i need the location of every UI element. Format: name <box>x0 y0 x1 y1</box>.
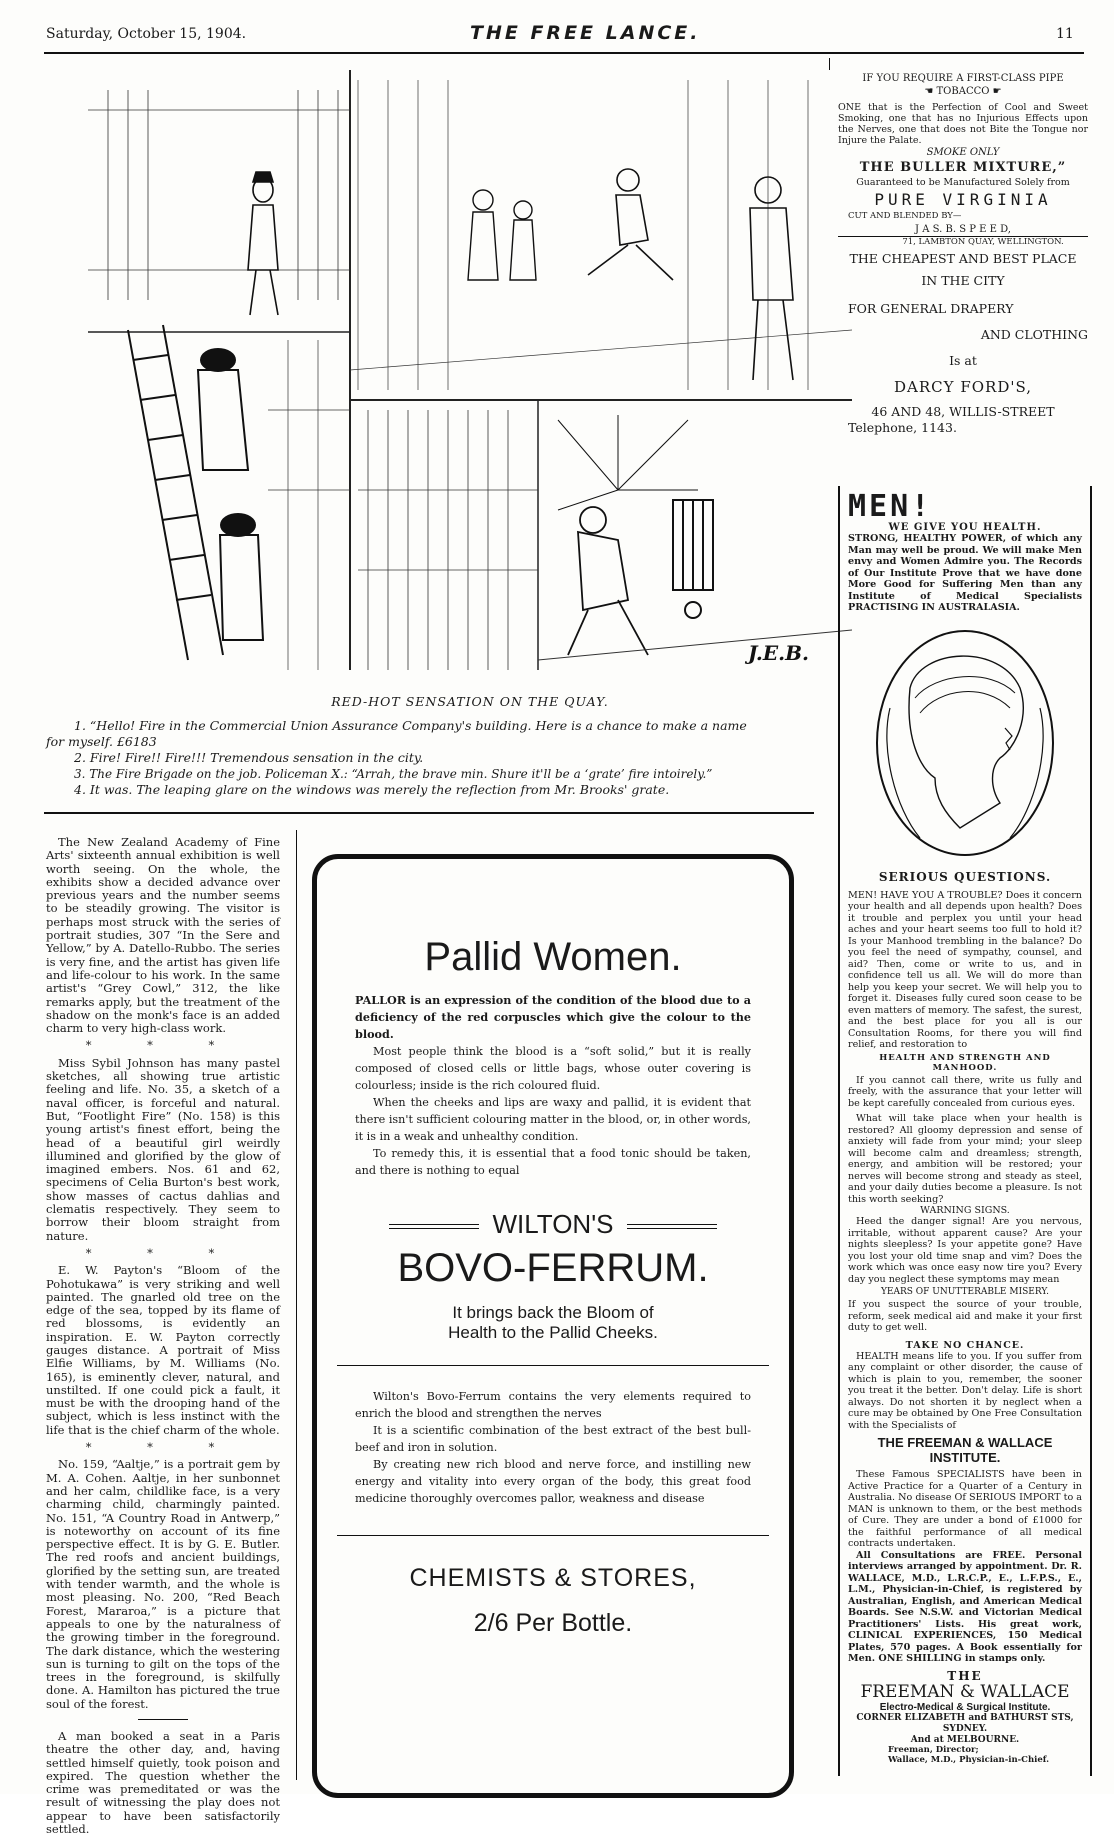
men-q1: MEN! HAVE YOU A TROUBLE? Does it concern your health and all depends upon health? Does it trouble and perplex you until your head aches and your heart seems too full to hold it? Is your Manhood trembling in the balance? Do you feel the need of sympathy, counsel, and aid? Then, come or write to us, and in confidence tell us all. We will do more than help you keep your secret. We will help you to forget it. Diseases fully cured soon cease to be even matters of memory. The safest, the surest, and the best place for you all is our Consultation Rooms, for there you will find relief, and restoration to <box>848 889 1082 1050</box>
men-freeman: Freeman, Director; <box>888 1744 979 1755</box>
men-q5: If you suspect the source of your trouble, reform, seek medical aid and make it your first duty to get well. <box>848 1299 1082 1333</box>
cartoon-caption-line-4: 3. The Fire Brigade on the job. Policeman X.: “Arrah, the brave min. Shure it'll be a ‘grate’ fire intoirely.” <box>74 767 713 781</box>
artist-signature: J.E.B. <box>748 641 809 665</box>
ad-footer-1: CHEMISTS & STORES, <box>409 1564 697 1592</box>
drapery-line7: 46 AND 48, WILLIS-STREET <box>871 404 1055 419</box>
men-warning: WARNING SIGNS. <box>920 1205 1010 1216</box>
cartoon-caption-title: RED-HOT SENSATION ON THE QUAY. <box>331 694 609 709</box>
cartoon-caption-line-5: 4. It was. The leaping glare on the windows was merely the reflection from Mr. Brooks' grate. <box>74 782 670 797</box>
men-q4: Heed the danger signal! Are you nervous, irritable, without apparent cause? Are your nights sleepless? Is your appetite gone? Have you lost your old time snap and vim? Does the work which was once easy now tire you? Every day you neglect these symptoms may mean <box>848 1216 1082 1285</box>
pallid-p3: When the cheeks and lips are waxy and pallid, it is evident that there isn't sufficient colouring matter in the blood, or, in other words, it is in a weak and unhealthy condition. <box>355 1096 751 1143</box>
issue-date: Saturday, October 15, 1904. <box>46 26 247 42</box>
tobacco-line2: TOBACCO <box>936 86 990 97</box>
men-chance: TAKE NO CHANCE. <box>905 1339 1025 1351</box>
drapery-line3: FOR GENERAL DRAPERY <box>848 301 1014 316</box>
pallid-p7: By creating new rich blood and nerve force, and instilling new energy and vitality into every organ of the body, this great food medicine thoroughly overcomes pallor, weakness and disease <box>355 1458 751 1505</box>
paragraph-divider <box>138 1719 188 1720</box>
drapery-line4: AND CLOTHING <box>980 327 1088 342</box>
pallid-p1: PALLOR is an expression of the condition of the blood due to a deficiency of the red corpuscles which give the colour to the blood. <box>355 993 751 1041</box>
men-name: FREEMAN & WALLACE <box>860 1681 1070 1702</box>
article-paragraph: Miss Sybil Johnson has many pastel sketches, all showing true artistic feeling and life. No. 35, a sketch of a naval officer, is forceful and natural. But, “Footlight Fire” (No. 158) is this young artist's finest effort, being the head of a beautiful girl weirdly illumined and glorified by the glow of imagined embers. Nos. 61 and 62, specimens of Celia Burton's best work, show masses of cactus dahlias and clematis respectively. They seem to borrow their bloom straight from nature. <box>46 1055 280 1243</box>
tobacco-body: ONE that is the Perfection of Cool and Sweet Smoking, one that has no Injurious Effects upon the Nerves, one that does not Bite the Tongue nor Injure the Palate. <box>838 102 1088 146</box>
men-subtitle: WE GIVE YOU HEALTH. <box>888 522 1042 533</box>
pallid-p6: It is a scientific combination of the best extract of the best bull-beef and iron in solution. <box>355 1424 751 1454</box>
pointing-hand-icon: ☛ <box>992 86 1002 97</box>
pallid-p2: Most people think the blood is a “soft solid,” but it is really composed of closed cells or little bags, whose outer covering is colourless; inside is the rich coloured fluid. <box>355 1045 751 1092</box>
portrait-illustration <box>840 618 1090 868</box>
men-q7: These Famous SPECIALISTS have been in Active Practice for a Quarter of a Century in Australia. No disease Of SERIOUS IMPORT to a MAN is unknown to them, or the best methods of Cure. They are under a bond of £1000 for the faithful performance of all medical contracts undertaken. <box>848 1469 1083 1549</box>
men-q3: What will take place when your health is restored? All gloomy depression and sense of anxiety will fade from your mind; your sleep will become calm and dreamless; strength, energy, and ambition will be restored; your nerves will become strong and steady as steel, and your daily duties become a pleasure. Is not this worth seeking? <box>848 1113 1082 1205</box>
tobacco-pure: PURE VIRGINIA <box>874 190 1052 209</box>
cartoon-caption-line-1: 1. “Hello! Fire in the Commercial Union Assurance Company's building. Here is a chance to make a name <box>74 718 747 733</box>
men-corner: CORNER ELIZABETH and BATHURST STS, SYDNEY. <box>856 1712 1074 1734</box>
page-number: 11 <box>1056 26 1074 42</box>
ad-rule <box>337 1535 769 1536</box>
drapery-line6: DARCY FORD'S, <box>894 378 1032 396</box>
pallid-p4: To remedy this, it is essential that a food tonic should be taken, and there is nothing to equal <box>355 1147 751 1177</box>
header-rule <box>44 52 1084 54</box>
tobacco-brand: THE BULLER MIXTURE,” <box>859 160 1067 175</box>
tobacco-ad <box>838 72 1088 249</box>
pallid-title: Pallid Women. <box>424 935 682 979</box>
men-the: THE <box>947 1668 983 1683</box>
men-misery: YEARS OF UNUTTERABLE MISERY. <box>880 1287 1050 1297</box>
article-paragraph: A man booked a seat in a Paris theatre the other day, and, having settled himself quietly, took poison and expired. The question whether the crime was premeditated or was the result of witnessing the play does not appear to have been satisfactorily settled. <box>46 1729 280 1837</box>
drapery-line5: Is at <box>949 353 977 368</box>
cartoon-caption-line-3: 2. Fire! Fire!! Fire!!! Tremendous sensation in the city. <box>74 750 424 765</box>
tobacco-guarantee: Guaranteed to be Manufactured Solely from <box>856 177 1070 188</box>
men-elec: Electro-Medical & Surgical Institute. <box>879 1701 1051 1713</box>
separator-stars: * * * <box>85 1440 241 1455</box>
article-paragraph: No. 159, “Aaltje,” is a portrait gem by M. A. Cohen. Aaltje, in her sunbonnet and her calm, childlike face, is a very charming child, charmingly painted. No. 151, “A Country Road in Antwerp,” is noteworthy on account of its fine perspective effect. It is by G. E. Butler. The red roofs and ancient buildings, glorified by the setting sun, are treated with tender warmth, and the whole is most pleasing. No. 200, “Red Beach Forest, Mararoa,” is a picture that appeals to one by the naturalness of the growing timber in the foreground. The dark distance, which the westering sun is turning to gilt on the tops of the trees in the foreground, is skilfully done. A. Hamilton has pictured the true soul of the forest. <box>46 1457 280 1711</box>
drapery-ad <box>838 246 1088 436</box>
men-title: MEN! <box>848 489 933 524</box>
serious-questions: SERIOUS QUESTIONS. <box>878 869 1052 884</box>
cartoon-bottom-rule <box>44 812 814 814</box>
product-name: BOVO-FERRUM. <box>397 1246 709 1290</box>
men-health: HEALTH AND STRENGTH AND MANHOOD. <box>879 1052 1051 1073</box>
ad-rule <box>337 1365 769 1366</box>
men-wallace: Wallace, M.D., Physician-in-Chief. <box>888 1754 1050 1765</box>
tobacco-maker: J A S. B. S P E E D, <box>915 224 1011 235</box>
tobacco-smoke: SMOKE ONLY <box>926 147 1000 158</box>
brand-rule <box>627 1224 717 1229</box>
article-paragraph: E. W. Payton's “Bloom of the Pohotukawa” is very striking and well painted. The gnarled old tree on the edge of the sea, topped by its flame of red blossoms, is evidently an inspiration. E. W. Payton correctly gauges distance. A portrait of Miss Elfie Williams, by M. Williams (No. 165), is eminently clever, natural, and unstilted. If one could pick a fault, it must be with the drooping hand of the subject, which is less instinct with the life that is the chief charm of the whole. <box>46 1263 280 1437</box>
ad-footer-2: 2/6 Per Bottle. <box>473 1609 633 1637</box>
pallid-p5: Wilton's Bovo-Ferrum contains the very elements required to enrich the blood and strengthen the nerves <box>355 1390 751 1420</box>
pointing-hand-icon: ☚ <box>924 86 934 97</box>
pallid-women-ad <box>312 854 794 1798</box>
men-q2: If you cannot call there, write us fully and freely, with the assurance that your letter will be kept carefully concealed from curious eyes. <box>848 1074 1082 1109</box>
drapery-line1: THE CHEAPEST AND BEST PLACE <box>849 251 1077 266</box>
men-q8: All Consultations are FREE. Personal interviews arranged by appointment. Dr. R. WALLACE, M.D., L.R.C.P., E., L.F.P.S., E., L.M., Physician-in-Chief, is registered by Australian, English, and American Medical Boards. See N.S.W. and Victorian Medical Practitioners' Lists. His great work, CLINICAL EXPERIENCES, 150 Medical Plates, 570 pages. A Book essentially for Men. ONE SHILLING in stamps only. <box>848 1549 1082 1664</box>
separator-stars: * * * <box>85 1038 241 1053</box>
freeman-wallace-ad <box>838 486 1092 1776</box>
masthead-title: THE FREE LANCE. <box>470 22 701 44</box>
men-intro: STRONG, HEALTHY POWER, of which any Man may well be proud. We will make Men envy and Women Admire you. The Records of Our Institute Prove that we have done More Good for Suffering Men than any Institute of Medical Specialists PRACTISING IN AUSTRALASIA. <box>848 533 1082 613</box>
brand-rule <box>389 1224 479 1229</box>
article-column <box>46 836 280 1840</box>
tobacco-address: 71, LAMBTON QUAY, WELLINGTON. <box>902 237 1064 247</box>
column-divider <box>296 830 297 1780</box>
cartoon-illustration <box>88 70 852 690</box>
men-melb: And at MELBOURNE. <box>910 1734 1020 1745</box>
men-q6: HEALTH means life to you. If you suffer from any complaint or other disorder, the cause of which is plain to you, remember, the sooner you treat it the better. Don't delay. Life is short always. Do not shorten it by neglect when a cure may be obtained by One Free Consultation with the Specialists of <box>848 1350 1082 1431</box>
tobacco-line1: IF YOU REQUIRE A FIRST-CLASS PIPE <box>862 73 1064 84</box>
tobacco-blended: CUT AND BLENDED BY— <box>848 211 962 221</box>
article-paragraph: The New Zealand Academy of Fine Arts' sixteenth annual exhibition is well worth seeing. On the whole, the exhibits show a decided advance over previous years and the number seems to be steadily growing. The visitor is perhaps most struck with the series of portrait studies, 307 “In the Sere and Yellow,” by A. Datello-Rubbo. The series is very fine, and the artist has given life and life-colour to his work. In the same artist's “Grey Cowl,” 312, the like remarks apply, but the treatment of the shadow on the monk's face is an added charm to very high-class work. <box>46 835 280 1036</box>
brand-name: WILTON'S <box>492 1209 614 1239</box>
ad-divider <box>838 236 1088 237</box>
institute-name: THE FREEMAN & WALLACE INSTITUTE. <box>877 1435 1053 1465</box>
tagline-2: Health to the Pallid Cheeks. <box>448 1323 658 1342</box>
drapery-line8: Telephone, 1143. <box>848 420 957 435</box>
separator-stars: * * * <box>85 1245 241 1260</box>
tagline-1: It brings back the Bloom of <box>452 1303 654 1322</box>
cartoon-caption-line-2: for myself. £6183 <box>46 734 157 749</box>
drapery-line2: IN THE CITY <box>921 273 1005 288</box>
